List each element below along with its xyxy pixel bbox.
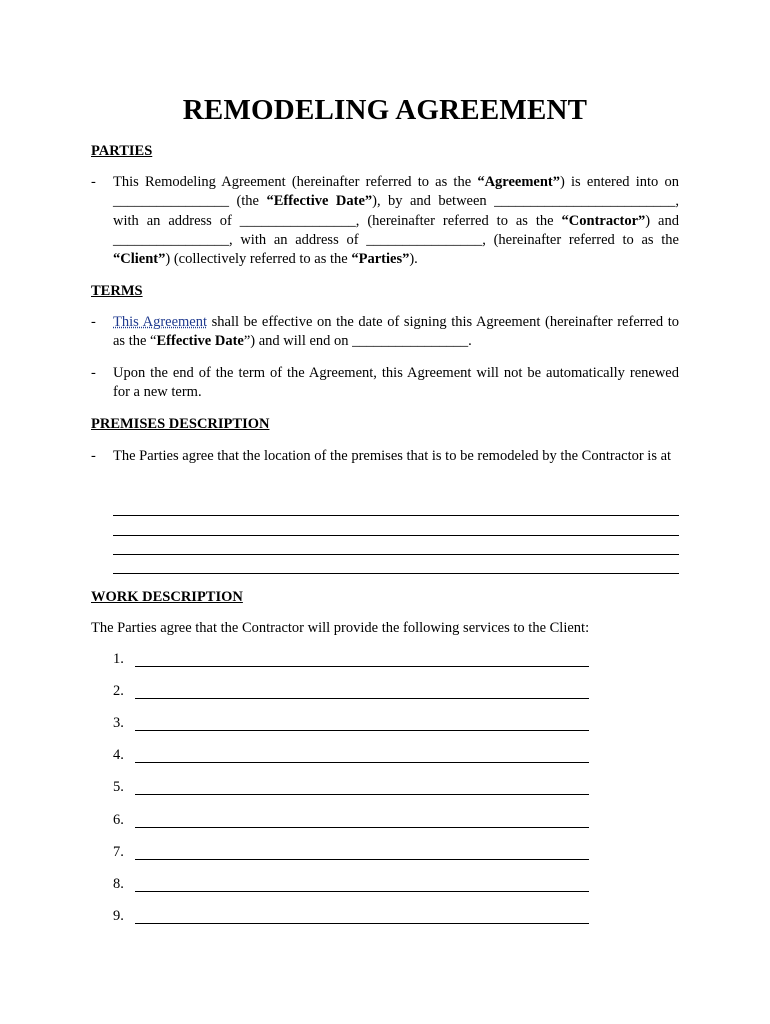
parties-text-4: ) and ________________, with an address of ________________, (hereinafter referred to as the [113,212,679,248]
terms-item-2-text: Upon the end of the term of the Agreement, this Agreement will not be automatically renewed for a new term. [113,365,679,401]
parties-text-1: This Remodeling Agreement (hereinafter referred to as the [113,174,478,190]
item-number: 7. [113,844,124,860]
blank-line[interactable] [135,859,589,860]
bullet-dash: - [91,448,96,464]
terms-item-1 [91,313,679,352]
blank-line[interactable] [135,827,589,828]
blank-line[interactable] [113,497,679,516]
bullet-dash: - [91,314,96,330]
item-number: 4. [113,747,124,763]
blank-line[interactable] [135,923,589,924]
blank-line[interactable] [113,516,679,535]
parties-text-5: ) (collectively referred to as the [165,251,352,268]
effective-date-term: “Effective Date” [266,193,373,210]
parties-text-3: ), by and between _________________________, with an address of ________________, (hereinafter referred to as the [113,193,680,229]
work-item [113,908,589,928]
parties-paragraph [91,173,679,269]
blank-line[interactable] [135,666,589,667]
blank-line[interactable] [135,762,589,763]
item-number: 9. [113,908,124,924]
parties-heading: PARTIES [91,143,153,159]
premises-text: The Parties agree that the location of the premises that is to be remodeled by the Contractor is at [113,448,672,464]
work-item [113,715,589,735]
work-intro: The Parties agree that the Contractor will provide the following services to the Client: [91,620,590,636]
parties-term: “Parties” [351,251,410,268]
blank-line[interactable] [135,891,589,892]
item-number: 8. [113,876,124,892]
blank-line[interactable] [135,698,589,699]
item-number: 6. [113,812,124,828]
terms-item-1-text-2: ”) and will end on ________________. [243,333,472,350]
item-number: 3. [113,715,124,731]
work-item [113,812,589,832]
effective-date-term: Effective Date [156,333,244,350]
terms-item-2 [91,364,679,403]
parties-text-6: ). [409,251,418,268]
work-item [113,876,589,896]
parties-text-2: ) is entered into on ________________ (the [113,174,679,210]
item-number: 2. [113,683,124,699]
document-title: REMODELING AGREEMENT [182,94,588,126]
agreement-term: “Agreement” [477,174,561,190]
blank-line[interactable] [135,730,589,731]
client-term: “Client” [113,251,166,268]
terms-heading: TERMS [91,283,143,299]
blank-line[interactable] [113,555,679,574]
terms-item-1-text-1: shall be effective on the date of signing this Agreement (hereinafter referred to as the “ [113,314,679,350]
this-agreement-link[interactable]: This Agreement [113,314,208,330]
terms-item-1-text [113,313,679,352]
work-heading: WORK DESCRIPTION [91,589,243,605]
blank-line[interactable] [135,794,589,795]
premises-item [91,447,679,466]
bullet-dash: - [91,365,96,381]
work-item [113,683,589,703]
item-number: 5. [113,779,124,795]
parties-text [113,173,679,269]
item-number: 1. [113,651,124,667]
work-item [113,747,589,767]
work-item [113,651,589,671]
premises-heading: PREMISES DESCRIPTION [91,416,270,432]
contractor-term: “Contractor” [561,212,646,229]
work-item [113,779,589,799]
work-item [113,844,589,864]
bullet-dash: - [91,174,96,190]
blank-line[interactable] [113,536,679,555]
premises-address-lines [113,497,679,574]
